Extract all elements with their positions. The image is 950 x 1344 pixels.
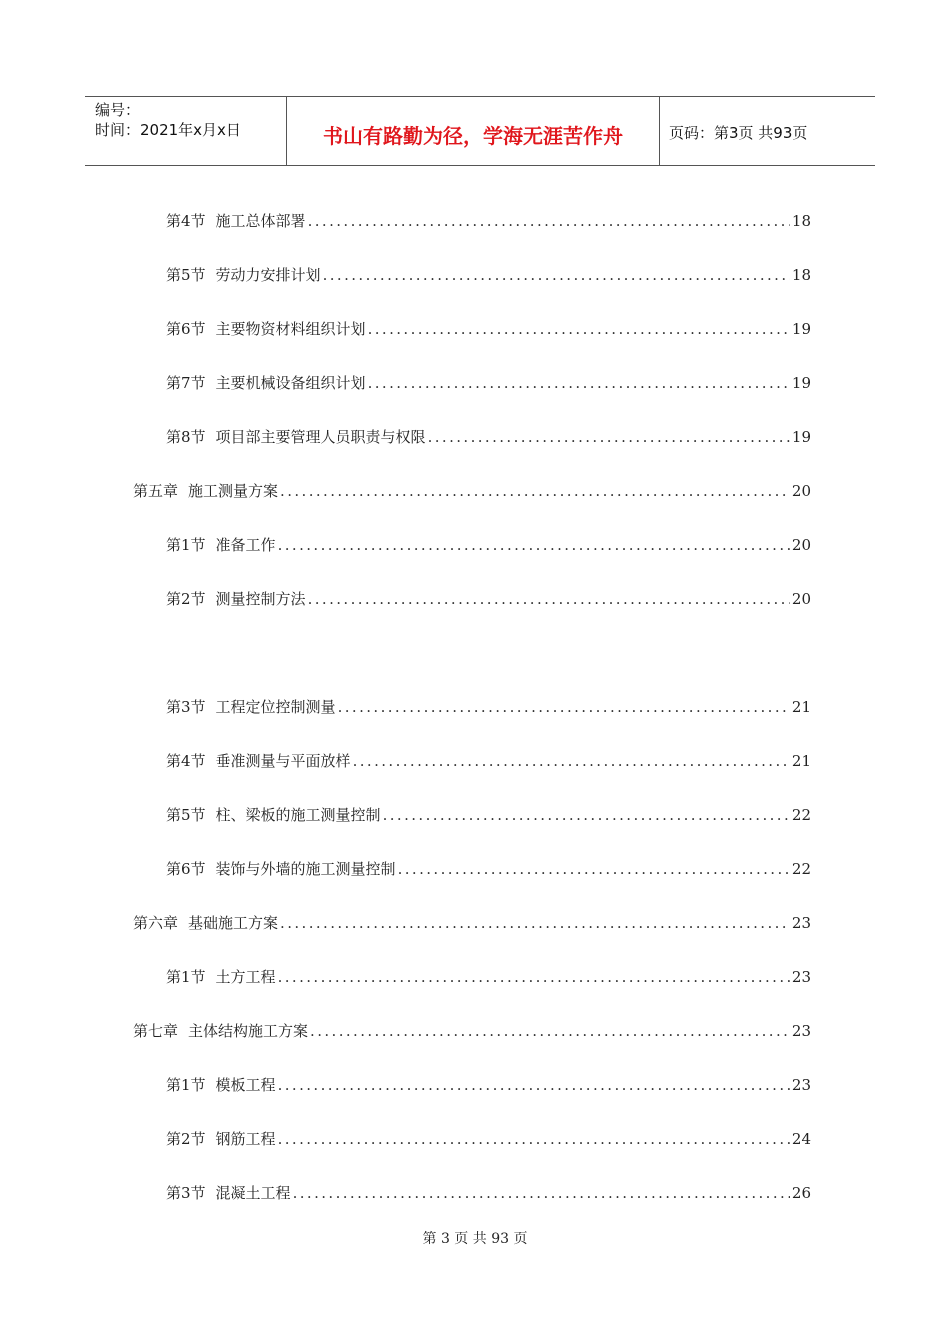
toc-entry-title: 主体结构施工方案 xyxy=(188,1022,309,1040)
toc-dot-leader xyxy=(323,263,790,287)
toc-entry-label: 第2节 xyxy=(166,590,206,608)
toc-entry-label: 第1节 xyxy=(166,1076,206,1094)
toc-dot-leader xyxy=(308,587,790,611)
page-footer xyxy=(0,1228,950,1248)
toc-entry-title: 柱、梁板的施工测量控制 xyxy=(215,806,381,824)
header-meta xyxy=(85,97,287,165)
toc-entry-page: 21 xyxy=(791,752,811,770)
toc-entry-page: 19 xyxy=(791,320,811,338)
toc-entry-title: 施工测量方案 xyxy=(188,482,279,500)
toc-entry-title: 工程定位控制测量 xyxy=(215,698,336,716)
toc-dot-leader xyxy=(278,1127,790,1151)
toc-entry-page: 18 xyxy=(791,212,811,230)
toc-entry[interactable] xyxy=(166,371,811,395)
toc-entry-label: 第六章 xyxy=(133,914,179,932)
toc-entry-title: 模板工程 xyxy=(215,1076,276,1094)
toc-entry[interactable] xyxy=(166,803,811,827)
toc-entry-page: 21 xyxy=(791,698,811,716)
toc-dot-leader xyxy=(293,1181,790,1205)
footer-page-number: 第 3 页 共 93 页 xyxy=(422,1231,528,1247)
toc-entry-label: 第7节 xyxy=(166,374,206,392)
toc-entry-label: 第5节 xyxy=(166,806,206,824)
toc-entry-title: 垂准测量与平面放样 xyxy=(215,752,351,770)
toc-dot-leader xyxy=(428,425,790,449)
toc-entry[interactable] xyxy=(133,479,811,503)
page-header xyxy=(85,96,875,166)
toc-entry-page: 22 xyxy=(791,860,811,878)
toc-entry-label: 第五章 xyxy=(133,482,179,500)
toc-entry[interactable] xyxy=(166,317,811,341)
toc-dot-leader xyxy=(338,695,790,719)
toc-entry-label: 第2节 xyxy=(166,1130,206,1148)
document-date: 时间：2021年x月x日 xyxy=(95,121,241,139)
toc-entry-label: 第3节 xyxy=(166,1184,206,1202)
toc-entry[interactable] xyxy=(166,209,811,233)
toc-entry[interactable] xyxy=(166,1073,811,1097)
toc-entry-title: 劳动力安排计划 xyxy=(215,266,321,284)
toc-entry-title: 钢筋工程 xyxy=(215,1130,276,1148)
toc-entry-title: 基础施工方案 xyxy=(188,914,279,932)
header-motto-cell xyxy=(287,97,660,165)
toc-entry[interactable] xyxy=(166,695,811,719)
toc-entry-page: 20 xyxy=(791,482,811,500)
toc-entry-page: 20 xyxy=(791,536,811,554)
toc-entry[interactable] xyxy=(166,965,811,989)
toc-entry-title: 装饰与外墙的施工测量控制 xyxy=(215,860,396,878)
toc-entry-page: 23 xyxy=(791,968,811,986)
toc-entry-page: 23 xyxy=(791,914,811,932)
toc-dot-leader xyxy=(310,1019,790,1043)
toc-entry-title: 项目部主要管理人员职责与权限 xyxy=(215,428,426,446)
toc-entry[interactable] xyxy=(133,911,811,935)
document-number-label: 编号： xyxy=(95,101,141,119)
header-page-info: 页码：第3页 共93页 xyxy=(669,124,808,142)
toc-entry[interactable] xyxy=(166,1127,811,1151)
toc-dot-leader xyxy=(353,749,790,773)
toc-dot-leader xyxy=(278,1073,790,1097)
toc-entry-page: 18 xyxy=(791,266,811,284)
toc-entry-title: 主要物资材料组织计划 xyxy=(215,320,366,338)
toc-dot-leader xyxy=(278,965,790,989)
toc-entry-label: 第4节 xyxy=(166,752,206,770)
toc-entry-title: 准备工作 xyxy=(215,536,276,554)
toc-entry-page: 19 xyxy=(791,374,811,392)
toc-dot-leader xyxy=(383,803,790,827)
toc-entry-label: 第5节 xyxy=(166,266,206,284)
toc-entry[interactable] xyxy=(166,857,811,881)
toc-entry[interactable] xyxy=(166,533,811,557)
toc-entry[interactable] xyxy=(133,1019,811,1043)
toc-dot-leader xyxy=(280,479,790,503)
toc-entry-label: 第4节 xyxy=(166,212,206,230)
toc-entry-label: 第6节 xyxy=(166,320,206,338)
toc-entry-page: 23 xyxy=(791,1076,811,1094)
toc-dot-leader xyxy=(280,911,790,935)
toc-entry-label: 第七章 xyxy=(133,1022,179,1040)
toc-entry-title: 主要机械设备组织计划 xyxy=(215,374,366,392)
toc-entry[interactable] xyxy=(166,425,811,449)
toc-entry-page: 23 xyxy=(791,1022,811,1040)
toc-dot-leader xyxy=(368,317,790,341)
toc-dot-leader xyxy=(278,533,790,557)
toc-entry-page: 20 xyxy=(791,590,811,608)
toc-entry-title: 施工总体部署 xyxy=(215,212,306,230)
toc-entry-label: 第3节 xyxy=(166,698,206,716)
toc-entry[interactable] xyxy=(166,587,811,611)
toc-entry[interactable] xyxy=(166,263,811,287)
toc-entry-label: 第1节 xyxy=(166,968,206,986)
toc-entry-label: 第6节 xyxy=(166,860,206,878)
toc-entry-label: 第1节 xyxy=(166,536,206,554)
toc-entry-page: 24 xyxy=(791,1130,811,1148)
toc-entry-page: 26 xyxy=(791,1184,811,1202)
toc-dot-leader xyxy=(368,371,790,395)
toc-entry-page: 19 xyxy=(791,428,811,446)
toc-entry-title: 混凝土工程 xyxy=(215,1184,291,1202)
toc-entry[interactable] xyxy=(166,1181,811,1205)
toc-entry-title: 土方工程 xyxy=(215,968,276,986)
toc-entry-label: 第8节 xyxy=(166,428,206,446)
header-page-cell xyxy=(660,97,875,165)
header-motto: 书山有路勤为径，学海无涯苦作舟 xyxy=(323,124,623,148)
toc-dot-leader xyxy=(398,857,790,881)
toc-entry-title: 测量控制方法 xyxy=(215,590,306,608)
toc-entry[interactable] xyxy=(166,749,811,773)
toc-entry-page: 22 xyxy=(791,806,811,824)
toc-dot-leader xyxy=(308,209,790,233)
